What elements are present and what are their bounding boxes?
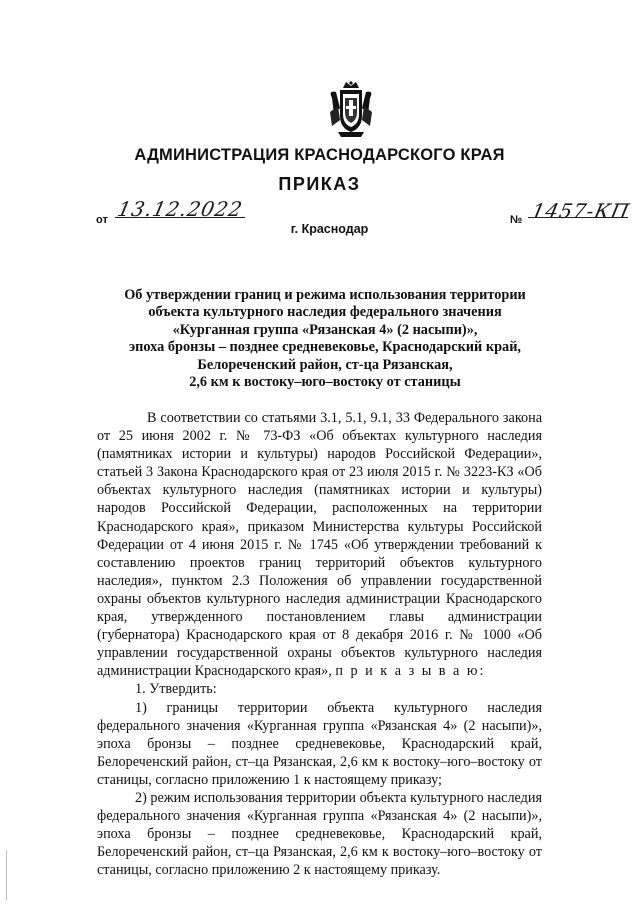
number-label: №: [510, 214, 523, 226]
document-type: ПРИКАЗ: [278, 174, 361, 194]
title-line: эпоха бронзы – позднее средневековье, Краснодарский край,: [128, 339, 522, 356]
item-1: 1. Утвердить:: [135, 681, 217, 698]
title-line: Об утверждении границ и режима использования территории: [124, 287, 526, 303]
title-line: Белореченский район, ст-ца Рязанская,: [197, 356, 453, 373]
title-line: объекта культурного наследия федерального значения: [148, 304, 502, 321]
scan-edge-mark: [6, 850, 7, 900]
document-body: [97, 409, 542, 879]
document-title: [110, 287, 540, 391]
preamble-text: В соответствии со статьями 3.1, 5.1, 9.1, 33 Федерального закона от 25 июня 2002 г. № 73-ФЗ «Об объектах культурного наследия (памятниках истории и культуры) народов Российской Федерации», статьей 3 Закона Краснодарского края от 23 июля 2015 г. № 3223-КЗ «Об объектах культурного наследия (памятниках истории и культуры) народов Российской Федерации, расположенных на территории Краснодарского края», приказом Министерства культуры Российской Федерации от 4 июня 2015 г. № 1745 «Об утверждении требований к составлению проектов границ территорий объектов культурного наследия», пунктом 2.3 Положения об управлении государственной охраны объектов культурного наследия администрации Краснодарского края, утвержденного постановлением главы администрации (губернатора) Краснодарского края от 8 декабря 2016 г. № 1000 «Об управлении государственной охраны объектов культурного наследия администрации Краснодарского края»,: [97, 410, 542, 680]
organization-name: АДМИНИСТРАЦИЯ КРАСНОДАРСКОГО КРАЯ: [134, 146, 505, 164]
preamble-paragraph: [97, 409, 542, 680]
date-underline: [115, 217, 245, 218]
title-line: 2,6 км к востоку–юго–востоку от станицы: [189, 374, 461, 391]
number-underline: [528, 217, 628, 218]
coat-of-arms-icon: [326, 80, 376, 138]
date-label: от: [96, 214, 108, 226]
number-value: 1457-КП: [529, 199, 633, 223]
date-value: 13.12.2022: [115, 197, 246, 221]
subitem-2: 2) режим использования территории объекта культурного наследия федерального значения «Курганная группа «Рязанская 4» (2 насыпи)», эпоха бронзы – позднее средневековье, Краснодарский край, Белореченский район, ст–ца Рязанская, 2,6 км к востоку–юго–востоку от станицы, согласно приложению 2 к настоящему приказу.: [97, 789, 542, 879]
city-name: г. Краснодар: [290, 222, 369, 236]
title-line: «Курганная группа «Рязанская 4» (2 насыпи)»,: [172, 321, 478, 338]
order-word: п р и к а з ы в а ю:: [335, 663, 486, 680]
subitem-1: 1) границы территории объекта культурного наследия федерального значения «Курганная группа «Рязанская 4» (2 насыпи)», эпоха бронзы – позднее средневековье, Краснодарский край, Белореченский район, ст–ца Рязанская, 2,6 км к востоку–юго–востоку от станицы, согласно приложению 1 к настоящему приказу;: [97, 699, 542, 788]
